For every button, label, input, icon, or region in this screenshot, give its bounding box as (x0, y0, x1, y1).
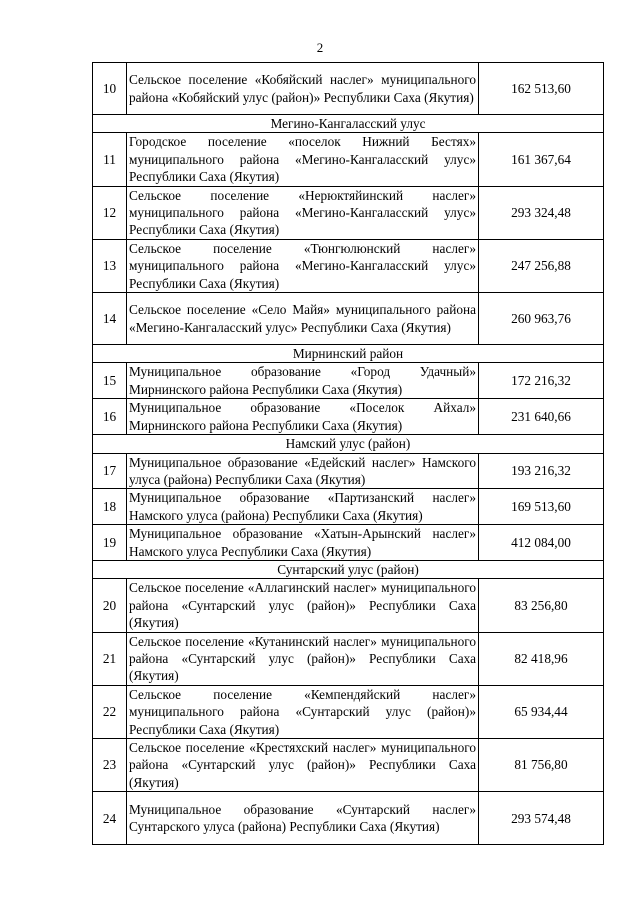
row-number: 13 (93, 239, 127, 292)
amount-value: 293 574,48 (479, 792, 604, 845)
table-row (93, 399, 604, 435)
municipality-name: Сельское поселение «Село Майя» муниципального района «Мегино-Кангаласский улус» Республики Саха (Якутия) (127, 293, 479, 345)
table-row (93, 63, 604, 115)
district-header-row (93, 345, 604, 363)
municipality-name: Сельское поселение «Крестяхский наслег» муниципального района «Сунтарский улус (район)» Республики Саха (Якутия) (127, 739, 479, 792)
district-name: Сунтарский улус (район) (93, 560, 604, 578)
municipality-name: Муниципальное образование «Сунтарский наслег» Сунтарского улуса (района) Республики Саха (Якутия) (127, 792, 479, 845)
row-number: 11 (93, 133, 127, 186)
row-number: 12 (93, 186, 127, 239)
table-row (93, 525, 604, 561)
amount-value: 169 513,60 (479, 489, 604, 525)
amount-value: 83 256,80 (479, 579, 604, 632)
district-name: Мирнинский район (93, 345, 604, 363)
table-body (93, 63, 604, 845)
table-row (93, 453, 604, 489)
amount-value: 293 324,48 (479, 186, 604, 239)
amount-value: 231 640,66 (479, 399, 604, 435)
table-row (93, 632, 604, 685)
table-row (93, 579, 604, 632)
municipality-name: Муниципальное образование «Партизанский наслег» Намского улуса (района) Республики Саха (Якутия) (127, 489, 479, 525)
row-number: 21 (93, 632, 127, 685)
municipality-name: Сельское поселение «Кемпендяйский наслег» муниципального района «Сунтарский улус (район)» Республики Саха (Якутия) (127, 685, 479, 738)
table-row (93, 293, 604, 345)
municipality-name: Муниципальное образование «Хатын-Арынский наслег» Намского улуса Республики Саха (Якутия) (127, 525, 479, 561)
municipality-name: Муниципальное образование «Город Удачный» Мирнинского района Республики Саха (Якутия) (127, 363, 479, 399)
district-header-row (93, 435, 604, 453)
table-row (93, 792, 604, 845)
municipality-name: Муниципальное образование «Поселок Айхал» Мирнинского района Республики Саха (Якутия) (127, 399, 479, 435)
row-number: 24 (93, 792, 127, 845)
table-row (93, 133, 604, 186)
row-number: 23 (93, 739, 127, 792)
row-number: 15 (93, 363, 127, 399)
municipality-name: Сельское поселение «Нерюктяйинский наслег» муниципального района «Мегино-Кангаласский улус» Республики Саха (Якутия) (127, 186, 479, 239)
district-header-row (93, 115, 604, 133)
municipality-name: Городское поселение «поселок Нижний Бестях» муниципального района «Мегино-Кангаласский улус» Республики Саха (Якутия) (127, 133, 479, 186)
amount-value: 82 418,96 (479, 632, 604, 685)
district-name: Намский улус (район) (93, 435, 604, 453)
row-number: 16 (93, 399, 127, 435)
row-number: 22 (93, 685, 127, 738)
table-row (93, 186, 604, 239)
table-row (93, 739, 604, 792)
row-number: 10 (93, 63, 127, 115)
amount-value: 65 934,44 (479, 685, 604, 738)
table-row (93, 685, 604, 738)
district-header-row (93, 560, 604, 578)
row-number: 17 (93, 453, 127, 489)
row-number: 19 (93, 525, 127, 561)
amount-value: 161 367,64 (479, 133, 604, 186)
table-row (93, 363, 604, 399)
row-number: 18 (93, 489, 127, 525)
amount-value: 172 216,32 (479, 363, 604, 399)
table-row (93, 489, 604, 525)
page-number: 2 (316, 40, 324, 55)
amount-value: 162 513,60 (479, 63, 604, 115)
amount-value: 81 756,80 (479, 739, 604, 792)
amount-value: 193 216,32 (479, 453, 604, 489)
amount-value: 260 963,76 (479, 293, 604, 345)
municipality-name: Муниципальное образование «Едейский наслег» Намского улуса (района) Республики Саха (Якутия) (127, 453, 479, 489)
municipality-name: Сельское поселение «Аллагинский наслег» муниципального района «Сунтарский улус (район)» Республики Саха (Якутия) (127, 579, 479, 632)
municipality-name: Сельское поселение «Тюнгюлюнский наслег» муниципального района «Мегино-Кангаласский улус» Республики Саха (Якутия) (127, 239, 479, 292)
table-row (93, 239, 604, 292)
municipality-name: Сельское поселение «Кутанинский наслег» муниципального района «Сунтарский улус (район)» Республики Саха (Якутия) (127, 632, 479, 685)
allocation-table (92, 62, 604, 845)
row-number: 14 (93, 293, 127, 345)
amount-value: 247 256,88 (479, 239, 604, 292)
row-number: 20 (93, 579, 127, 632)
amount-value: 412 084,00 (479, 525, 604, 561)
district-name: Мегино-Кангаласский улус (93, 115, 604, 133)
municipality-name: Сельское поселение «Кобяйский наслег» муниципального района «Кобяйский улус (район)» Республики Саха (Якутия) (127, 63, 479, 115)
